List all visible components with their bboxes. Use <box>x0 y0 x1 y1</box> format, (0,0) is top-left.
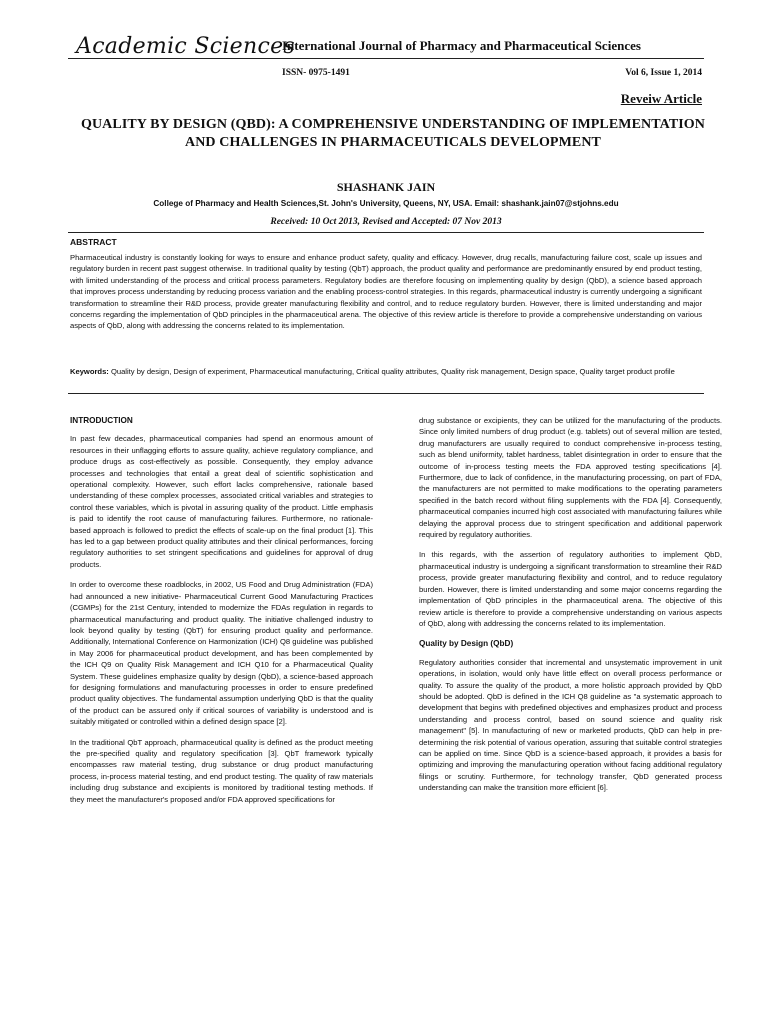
paragraph: In the traditional QbT approach, pharmaceutical quality is defined as the product meeting the pre-specified quality and regulatory specification [3]. QbT framework typically encompasses raw material testing, drug substance or drug product manufacturing process, in-process material testing, and end product testing. The quality of raw materials including drug substance and excipients is monitored by traditional testing methods. If they meet the manufacturer's proposed and/or FDA approved specifications for <box>70 737 373 804</box>
keywords <box>70 366 704 377</box>
author-name: SHASHANK JAIN <box>336 180 436 194</box>
publisher-logo: Academic Sciences <box>76 34 295 59</box>
paragraph: In past few decades, pharmaceutical companies had spend an enormous amount of resources in their unflagging efforts to assure quality, achieve regulatory compliance, and produce drugs as cost-effectively as possible. Consequently, they employ advance processes and technologies that entail a great deal of scientific sophistication and operational complexity. However, such effort lacks comprehensive, rationale based understanding of these complex processes, associated critical variables and strategies to control these variables, which is pivotal in assuring quality of the product. Little emphasis is paid to identify the root cause of manufacturing failures. Furthermore, no rationale-based approach is followed to predict the effects of scale-up on the final product [1]. This has led to a gap between product quality attributes and their clinical performances, forcing regulatory authorities to set stringent specifications and guidelines for approval of drug products. <box>70 434 373 569</box>
introduction-heading: INTRODUCTION <box>70 416 133 425</box>
abstract-heading: ABSTRACT <box>70 237 117 247</box>
qbd-heading: Quality by Design (QbD) <box>419 639 514 649</box>
volume-issue: Vol 6, Issue 1, 2014 <box>625 68 702 78</box>
abstract-text: Pharmaceutical industry is constantly looking for ways to ensure and enhance product safety, quality and efficacy. However, drug recalls, manufacturing failure cost, scale up issues and regulatory burden in recent past suggest otherwise. In traditional quality by testing (QbT) approach, the product quality and performance are predominantly ensured by end product testing, with limited understanding of the process and critical process parameters. Regulatory bodies are therefore focusing on implementing quality by design (QbD), a science based approach that improves process understanding by reducing process variation and the enabling process-control strategies. In this regards, pharmaceutical industry is currently undergoing a significant transformation to streamline their R&D process, provide greater manufacturing flexibility and control, and to reduce regulatory burden. However, there is limited understanding and major concerns regarding the implementation of QbD principles in the pharmaceutical arena. The objective of this review article is therefore to provide a comprehensive understanding on various aspects of QbD, along with addressing the concerns related to its implementation. <box>70 253 702 331</box>
left-column <box>70 415 373 814</box>
article-title: QUALITY BY DESIGN (QBD): A COMPREHENSIVE UNDERSTANDING OF IMPLEMENTATION AND CHALLENGES IN PHARMACEUTICALS DEVELOPMENT <box>80 117 706 150</box>
journal-name: International Journal of Pharmacy and Pharmaceutical Sciences <box>282 38 641 53</box>
received-dates: Received: 10 Oct 2013, Revised and Accepted: 07 Nov 2013 <box>270 217 502 227</box>
article-type: Reveiw Article <box>620 91 702 106</box>
paragraph: Regulatory authorities consider that incremental and unsystematic improvement in unit operations, in isolation, would only have little effect on overall process performance or quality. To assure the quality of the product, a more holistic approach provided by QbD should be adopted. QbD is defined in the ICH Q8 guideline as "a systematic approach to development that begins with predefined objectives and emphasizes product and process understanding and process control, based on sound science and quality risk management" [5]. In manufacturing of new or marketed products, QbD can help in pre-determining the risk potential of various operation, assuring that suitable control strategies can be applied on time. Since QbD is a science-based approach, it provides a basis for optimizing and improving the manufacturing operation without facing additional regulatory filings or scrutiny. Furthermore, for technology transfer, QbD generated process understanding can make the transition more efficient [6]. <box>419 657 722 793</box>
paragraph: In order to overcome these roadblocks, in 2002, US Food and Drug Administration (FDA) had announced a new initiative- Pharmaceutical Current Good Manufacturing Practices (CGMPs) for the 21st Century, intended to modernize the FDAs regulation in regards to pharmaceutical manufacturing and product quality. The initiative challenged industry to look beyond quality by testing (QbT) for ensuring product quality and performance. Additionally, International Conference on Harmonization (ICH) Q8 guideline was published in May 2006 for pharmaceutical product development, and has been complemented by the ICH Q9 on Quality Risk Management and ICH Q10 for a Pharmaceutical Quality System. These guidelines emphasize quality by design (QbD), a science-based approach for designing formulations and manufacturing processes in order to ensure predefined product quality objectives. The fundamental assumption underlying QbD is that the quality of the product can be assured only if critical sources of variability is understood and is suitably mitigated or controlled within a defined design space [2]. <box>70 580 373 727</box>
abstract-bottom-rule <box>68 393 704 394</box>
paragraph: In this regards, with the assertion of regulatory authorities to implement QbD, pharmaceutical industry is undergoing a significant transformation to streamline their R&D process, provide greater manufacturing flexibility and control, and to reduce regulatory burden. However, there is limited understanding and some major concerns regarding the implementation of QbD principles in the pharmaceutical arena. The objective of this review article is therefore to provide a comprehensive understanding on various aspects of QbD, along with addressing the concerns related to its implementation. <box>419 550 722 628</box>
keywords-label: Keywords: <box>70 367 109 376</box>
header-rule <box>68 58 704 59</box>
paragraph: drug substance or excipients, they can be utilized for the manufacturing of the products. Since only limited numbers of drug product (e.g. tablets) out of several million are tested, drug manufacturers are usually required to conduct comprehensive in-process testing, such as blend uniformity, tablet hardness, tablet disintegration in order to ensure that the outcome of in-process testing meets the FDA approved testing specifications [4]. Furthermore, due to lack of confidence, in the manufacturing processing, on part of FDA, the manufacturers are not permitted to make modifications to the operating parameters specified in the batch record without filing supplements with the FDA [4]. Consequently, pharmaceutical companies incurred high cost associated with manufacturing failures while delaying the approval process due to stringent specification and additional paperwork required by regulatory authorities. <box>419 416 722 540</box>
author-affiliation: College of Pharmacy and Health Sciences,St. John's University, Queens, NY, USA. Email: shashank.jain07@stjohns.edu <box>153 199 619 208</box>
right-column <box>419 415 722 803</box>
keywords-list: Quality by design, Design of experiment, Pharmaceutical manufacturing, Critical quality attributes, Quality risk management, Design space, Quality target product profile <box>110 367 675 376</box>
issn: ISSN- 0975-1491 <box>282 68 350 78</box>
abstract-top-rule <box>68 232 704 233</box>
